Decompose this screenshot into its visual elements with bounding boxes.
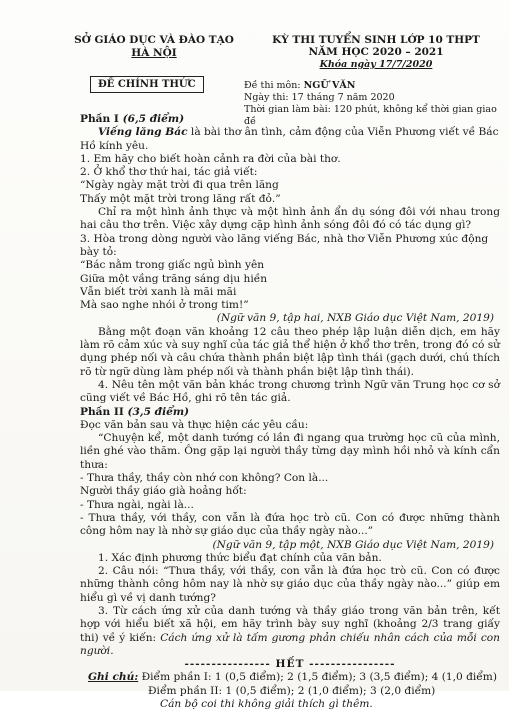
exam-content (80, 113, 500, 711)
issuer-line-1: SỞ GIÁO DỤC VÀ ĐÀO TẠO (74, 34, 234, 46)
poem-title: Viếng lăng Bác (98, 126, 188, 139)
part-1-title: Phần I (80, 113, 119, 125)
part-2-heading (80, 406, 500, 419)
part-2-q3 (80, 605, 500, 658)
note-2: Điểm phần II: 1 (0,5 điểm); 2 (1,0 điểm); 3 (2,0 điểm) (148, 684, 436, 697)
note-line-1 (88, 671, 500, 684)
issuer-line-2: HÀ NỘI (131, 47, 177, 59)
poem-2-line-3: Vẫn biết trời xanh là mãi mãi (80, 285, 237, 298)
poem-1-line-1: “Ngày ngày mặt trời đi qua trên lăng (80, 179, 279, 192)
issuer-header (64, 34, 244, 59)
exam-header (256, 34, 496, 70)
part-1-intro-text: là bài thơ ân tình, cảm động của Viễn Phương viết về Bác Hồ kính yêu. (80, 126, 499, 152)
exam-date: Ngày thi: 17 tháng 7 năm 2020 (244, 92, 395, 103)
exam-time: Thời gian làm bài: 120 phút, không kể thời gian giao đề (244, 104, 497, 127)
part-1-q2-text: Chỉ ra một hình ảnh thực và một hình ảnh ẩn dụ sóng đôi với nhau trong hai câu thơ trên. Việc xây dựng cặp hình ảnh sóng đôi đó có tác dụng gì? (80, 206, 500, 232)
story-text-2: Người thầy giáo già hoảng hốt: (80, 485, 247, 498)
part-2-q3-text: 3. Từ cách ứng xử của danh tướng và thầy giáo trong văn bản trên, kết hợp với hiểu biết xã hội, em hãy trình bày suy nghĩ (khoảng 2/3 trang giấy thi) về ý kiến: (80, 604, 500, 644)
note-1: Điểm phần I: 1 (0,5 điểm); 2 (1,5 điểm); 3 (3,5 điểm); 4 (1,0 điểm) (141, 671, 497, 684)
part-1-q3: 3. Hòa trong dòng người vào lăng viếng Bác, nhà thơ Viễn Phương xúc động bày tỏ: (80, 232, 489, 258)
part-1-intro (80, 126, 500, 153)
source-1: (Ngữ văn 9, tập hai, NXB Giáo dục Việt Nam, 2019) (216, 312, 494, 325)
part-1-heading (80, 113, 500, 126)
story-dialogue-1: - Thưa thầy, thầy còn nhớ con không? Con là... (80, 472, 329, 485)
part-2-q1: 1. Xác định phương thức biểu đạt chính của văn bản. (98, 551, 382, 564)
part-1-q3-text: Bằng một đoạn văn khoảng 12 câu theo phép lập luận diễn dịch, em hãy làm rõ cảm xúc và suy nghĩ của tác giả thể hiện ở khổ thơ trên, trong đó có sử dụng phép nối và câu chứa thành phần biệt lập tình thái (gạch dưới, chú thích rõ từ ngữ dùng làm phép nối và thành phần biệt lập tình thái). (80, 325, 500, 378)
subject-name: NGỮ VĂN (303, 80, 356, 91)
part-2-q3-quote: Cách ứng xử là tấm gương phản chiếu nhân cách của mỗi con người. (80, 631, 500, 657)
subject-label: Đề thi môn: (244, 80, 301, 91)
part-1-q1: 1. Em hãy cho biết hoàn cảnh ra đời của bài thơ. (80, 152, 341, 165)
poem-2-line-2: Giữa một vầng trăng sáng dịu hiền (80, 272, 268, 285)
story-text-1: “Chuyện kể, một danh tướng có lần đi ngang qua trường học cũ của mình, liền ghé vào thăm. Ông gặp lại người thầy từng dạy mình hồi nhỏ và kính cẩn thưa: (80, 432, 500, 471)
exam-title-2: NĂM HỌC 2020 – 2021 (308, 46, 444, 58)
exam-title-1: KỲ THI TUYỂN SINH LỚP 10 THPT (272, 34, 480, 46)
part-2-intro: Đọc văn bản sau và thực hiện các yêu cầu: (80, 418, 309, 431)
note-3: Cán bộ coi thi không giải thích gì thêm. (160, 698, 373, 711)
part-1-q4: 4. Nêu tên một văn bản khác trong chương trình Ngữ văn Trung học cơ sở cũng viết về Bác Hồ, ghi rõ tên tác giả. (80, 378, 500, 405)
poem-1-line-2: Thấy một mặt trời trong lăng rất đỏ.” (80, 192, 281, 205)
part-2-points: (3,5 điểm) (127, 405, 190, 418)
source-2: (Ngữ văn 9, tập một, NXB Giáo dục Việt Nam, 2019) (212, 538, 494, 551)
note-label: Ghi chú: (88, 671, 139, 684)
part-1-q2: 2. Ở khổ thơ thứ hai, tác giả viết: (80, 166, 258, 179)
exam-subject (244, 80, 506, 92)
poem-2-line-1: “Bác nằm trong giấc ngủ bình yên (80, 259, 265, 272)
poem-2-line-4: Mà sao nghe nhói ở trong tim!” (80, 299, 249, 312)
story-dialogue-2: - Thưa ngài, ngài là... (80, 498, 194, 511)
part-2-title: Phần II (80, 405, 124, 418)
part-1-points: (6,5 điểm) (122, 113, 185, 125)
official-stamp-box: ĐỀ CHÍNH THỨC (90, 76, 204, 93)
end-marker: ---------------- HẾT ---------------- (184, 658, 396, 671)
story-dialogue-3: - Thưa thầy, với thầy, con vẫn là đứa học trò cũ. Con có được những thành công hôm nay là nhờ sự giáo dục của thầy ngày nào...” (80, 511, 500, 538)
part-2-q2: 2. Câu nói: “Thưa thầy, với thầy, con vẫn là đứa học trò cũ. Con có được những thành công hôm nay là nhờ sự giáo dục của thầy ngày nào...” giúp em hiểu gì về vị danh tướng? (80, 565, 500, 604)
notes (88, 671, 500, 711)
exam-date-line: Khóa ngày 17/7/2020 (319, 59, 433, 70)
